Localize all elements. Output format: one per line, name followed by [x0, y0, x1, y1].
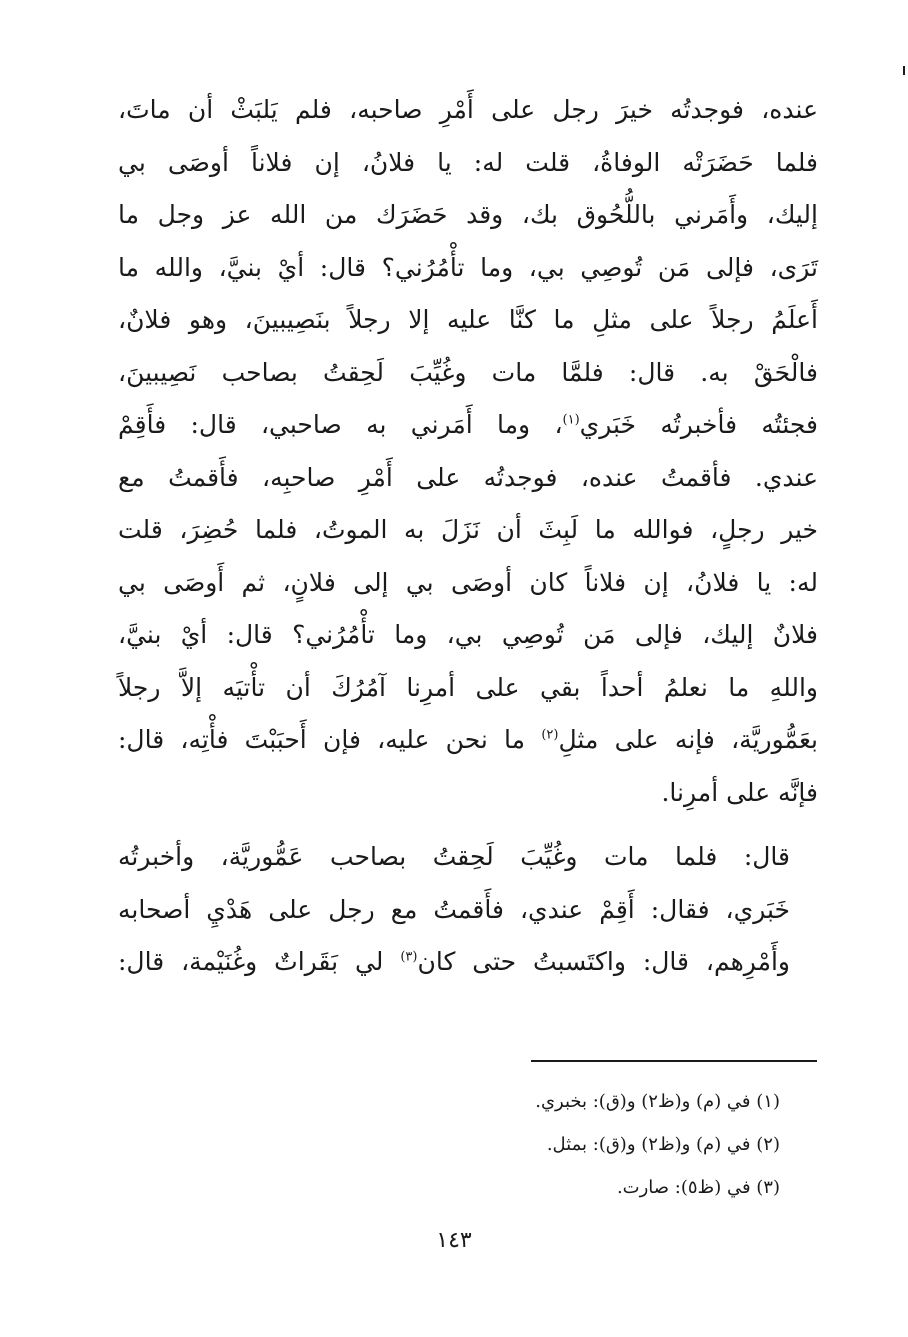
- text-segment: بعَمُّوريَّة، فإنه على مثلِ: [558, 725, 819, 754]
- footnote-marker-3: (٣): [400, 949, 418, 965]
- text-segment: فجئتُه فأخبرتُه خَبَري: [579, 410, 818, 439]
- main-text: [118, 84, 818, 989]
- text-line: [118, 714, 818, 767]
- text-line: فالْحَقْ به. قال: فلمَّا مات وغُيِّبَ لَحِقتُ بصاحب نَصِيبينَ،: [118, 357, 818, 387]
- text-segment: ما نحن عليه، فإن أَحبَبْتَ فأْتِه، قال:: [118, 725, 542, 754]
- text-line: أَعلَمُ رجلاً على مثلِ ما كنَّا عليه إلا رجلاً بنَصِيبينَ، وهو فلانٌ،: [118, 305, 818, 334]
- text-line: تَرَى، فإلى مَن تُوصِي بي، وما تأْمُرُني؟ قال: أيْ بنيَّ، والله ما: [118, 252, 818, 282]
- footnote-separator: [531, 1060, 817, 1062]
- text-segment: لي بَقَراتٌ وغُنَيْمة، قال:: [118, 947, 401, 976]
- footnote-marker-2: (٢): [541, 727, 559, 743]
- text-line: فإنَّه على أمرِنا.: [661, 777, 818, 807]
- paragraph-1: [118, 84, 818, 819]
- text-line: فلما حَضَرَتْه الوفاةُ، قلت له: يا فلانُ، إن فلاناً أوصَى بي: [118, 147, 818, 177]
- text-line: فلانٌ إليك، فإلى مَن تُوصِي بي، وما تأْمُرُني؟ قال: أيْ بنيَّ،: [118, 620, 818, 649]
- corner-mark: [903, 66, 905, 75]
- footnotes: [400, 1080, 780, 1209]
- text-line: واللهِ ما نعلمُ أحداً بقي على أمرِنا آمُرُكَ أن تأْتيَه إلاَّ رجلاً: [118, 672, 818, 702]
- text-line: خَبَري، فقال: أَقِمْ عندي، فأَقمتُ مع رجل على هَدْيِ أصحابه: [118, 894, 790, 924]
- text-line: عنده، فوجدتُه خيرَ رجل على أَمْرِ صاحبه، فلم يَلبَثْ أن ماتَ،: [118, 95, 818, 124]
- paragraph-2: [118, 831, 818, 989]
- page-number: ١٤٣: [436, 1228, 472, 1253]
- text-segment: ، وما أَمَرني به صاحبي، قال: فأَقِمْ: [118, 410, 563, 439]
- text-line: [118, 399, 818, 452]
- text-line: له: يا فلانُ، إن فلاناً كان أوصَى بي إلى فلانٍ، ثم أَوصَى بي: [118, 567, 818, 597]
- text-line: خير رجلٍ، فوالله ما لَبِثَ أن نَزَلَ به الموتُ، فلما حُضِرَ، قلت: [118, 515, 818, 544]
- footnote-1: (١) في (م) و(ظ٢) و(ق): بخبري.: [535, 1091, 780, 1112]
- text-segment: وأَمْرِهم، قال: واكتَسبتُ حتى كان: [417, 947, 790, 976]
- footnote-2: (٢) في (م) و(ظ٢) و(ق): بمثل.: [546, 1134, 780, 1155]
- text-line: إليك، وأَمَرني باللُّحُوق بك، وقد حَضَرَك من الله عز وجل ما: [118, 200, 818, 229]
- footnote-marker-1: (١): [562, 412, 580, 428]
- text-line: [118, 936, 818, 989]
- text-line: قال: فلما مات وغُيِّبَ لَحِقتُ بصاحب عَمُّوريَّة، وأخبرتُه: [118, 842, 790, 871]
- footnote-3: (٣) في (ظ٥): صارت.: [616, 1177, 780, 1198]
- text-line: عندي. فأقمتُ عنده، فوجدتُه على أَمْرِ صاحبِه، فأَقمتُ مع: [118, 462, 818, 492]
